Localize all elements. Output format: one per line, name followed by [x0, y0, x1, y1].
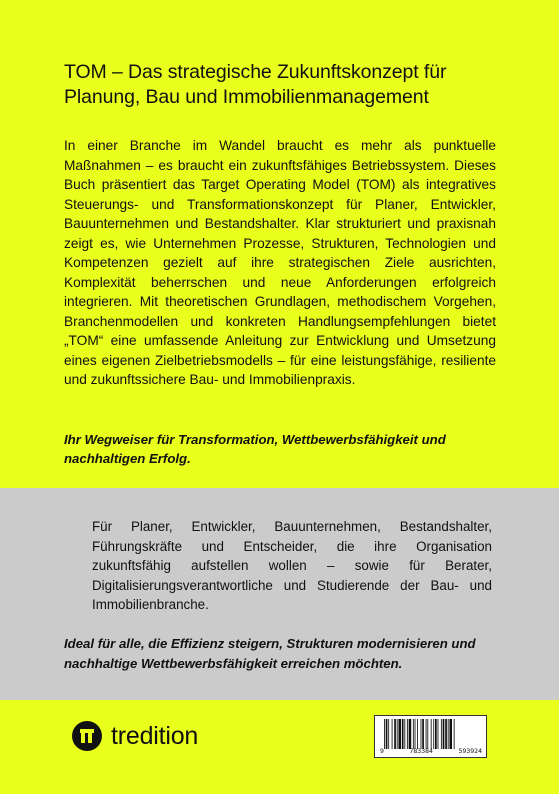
barcode-bar — [392, 719, 393, 749]
publisher-logo — [72, 720, 198, 752]
barcode-bar — [398, 719, 401, 749]
barcode-bar — [388, 719, 389, 749]
barcode-bar — [427, 719, 428, 749]
barcode-digit-group: 593924 — [458, 747, 482, 755]
tagline: Ihr Wegweiser für Transformation, Wettbewerbsfähigkeit und nachhaltigen Erfolg. — [64, 432, 446, 466]
target-audience: Für Planer, Entwickler, Bauunternehmen, Bestandshalter, Führungskräfte und Entscheider, die ihre Organisation zukunftsfähig aufstellen wollen – sowie für Berater, Digitalisierungsverantwortliche und Studierende der Bau- und Immobilienbranche. — [92, 519, 492, 613]
barcode-bar — [435, 719, 437, 749]
barcode-bar — [426, 719, 427, 749]
barcode-bar — [409, 719, 412, 749]
barcode-bar — [445, 719, 447, 749]
barcode-digit-group: 783384 — [409, 747, 433, 755]
barcode-number — [380, 748, 482, 755]
description-paragraph: In einer Branche im Wandel braucht es mehr als punktuelle Maßnahmen – es braucht ein zukunftsfähiges Betriebssystem. Dieses Buch präsentiert das Target Operating Model (TOM) als integratives Steuerungs- und Transformationskonzept für Planer, Entwickler, Bauunternehmen und Bestandshalter. Klar strukturiert und praxisnah zeigt es, wie Unternehmen Prozesse, Strukturen, Technologien und Kompetenzen gezielt auf ihre strategischen Ziele ausrichten, Komplexität beherrschen und neue Anforderungen erfolgreich integrieren. Mit theoretischen Grundlagen, methodischem Vorgehen, Branchenmodellen und konkreten Handlungsempfehlungen bietet „TOM“ eine umfassende Anleitung zur Entwicklung und Umsetzung eines eigenen Zielbetriebsmodells – für eine leistungsfähige, resiliente und zukunftssichere Bau- und Immobilienpraxis. — [64, 138, 496, 387]
barcode-bar — [449, 719, 452, 749]
barcode-bar — [413, 719, 414, 749]
barcode-bar — [402, 719, 404, 749]
tredition-logo-icon — [72, 721, 102, 751]
ideal-statement: Ideal für alle, die Effizienz steigern, Strukturen modernisieren und nachhaltige Wettbewerbsfähigkeit erreichen möchten. — [64, 636, 476, 671]
book-title: TOM – Das strategische Zukunftskonzept für Planung, Bau und Immobilienmanagement — [64, 61, 447, 108]
isbn-barcode — [374, 715, 487, 758]
barcode-bar — [433, 719, 434, 749]
barcode-bar — [441, 719, 442, 749]
barcode-bar — [394, 719, 396, 749]
barcode-bar — [384, 719, 385, 749]
barcode-bar — [404, 719, 405, 749]
barcode-bar — [448, 719, 449, 749]
barcode-bar — [422, 719, 424, 749]
book-description — [64, 136, 496, 414]
barcode-bar — [415, 719, 416, 749]
barcode-bar — [407, 719, 408, 749]
publisher-name: tredition — [111, 722, 199, 750]
barcode-bar — [397, 719, 398, 749]
barcode-bar — [438, 719, 439, 749]
barcode-bar — [421, 719, 422, 749]
barcode-bar — [443, 719, 445, 749]
barcode-bar — [417, 719, 418, 749]
barcode-digit-group: 9 — [380, 747, 384, 755]
barcode-bar — [431, 719, 432, 749]
barcode-bar — [454, 719, 455, 749]
barcode-bar — [386, 719, 388, 749]
